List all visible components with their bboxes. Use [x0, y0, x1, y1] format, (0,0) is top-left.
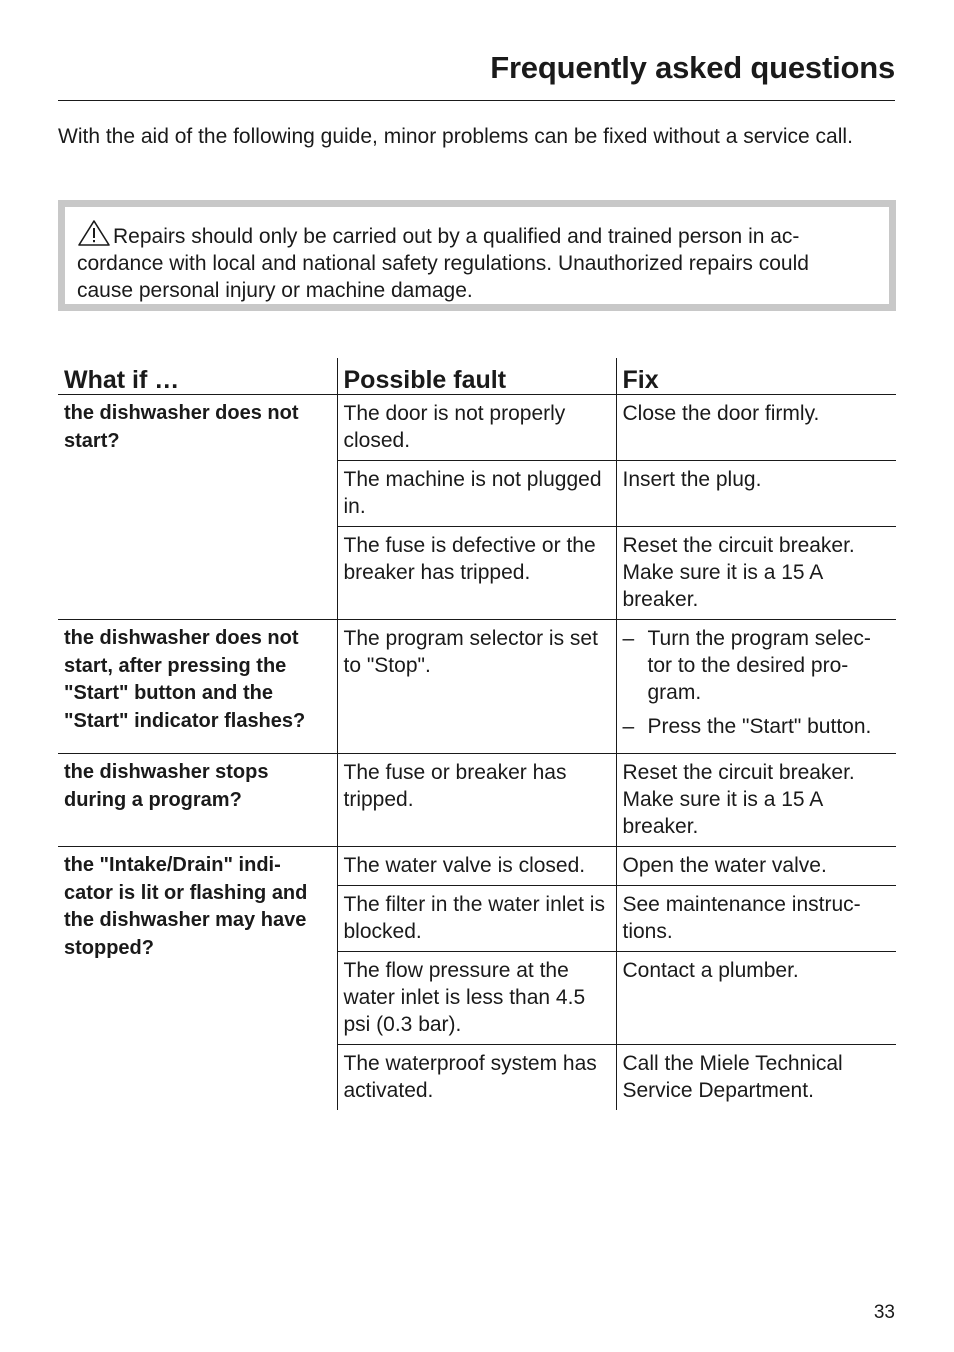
header-fix: Fix	[616, 358, 896, 395]
table-row	[58, 395, 896, 461]
header-possible-fault: Possible fault	[337, 358, 616, 395]
list-item: – Turn the program selec- tor to the desired pro- gram.	[623, 625, 891, 706]
table-header-row	[58, 358, 896, 395]
fault-cell: The water valve is closed.	[337, 847, 616, 886]
fix-cell: Open the water valve.	[616, 847, 896, 886]
page-title: Frequently asked questions	[490, 50, 895, 85]
fix-steps-list	[623, 625, 891, 740]
fault-cell: The waterproof system has activated.	[337, 1045, 616, 1111]
page-number: 33	[873, 1302, 895, 1323]
fix-cell: See maintenance instruc- tions.	[616, 886, 896, 952]
fix-cell: Insert the plug.	[616, 461, 896, 527]
faq-table	[58, 358, 896, 1110]
fix-cell: Reset the circuit breaker. Make sure it is a 15 A breaker.	[616, 527, 896, 620]
header-what-if: What if …	[58, 358, 337, 395]
question-cell: the "Intake/Drain" indi- cator is lit or flashing and the dishwasher may have stopped?	[58, 847, 337, 1111]
fix-cell: Call the Miele Technical Service Department.	[616, 1045, 896, 1111]
fix-cell	[616, 620, 896, 754]
fault-cell: The fuse or breaker has tripped.	[337, 754, 616, 847]
fault-cell: The fuse is defective or the breaker has tripped.	[337, 527, 616, 620]
table-row	[58, 620, 896, 754]
question-cell: the dishwasher does not start, after pressing the "Start" button and the "Start" indicator flashes?	[58, 620, 337, 754]
question-cell: the dishwasher stops during a program?	[58, 754, 337, 847]
warning-line-1: Repairs should only be carried out by a qualified and trained person in ac-	[113, 225, 800, 248]
fault-cell: The flow pressure at the water inlet is less than 4.5 psi (0.3 bar).	[337, 952, 616, 1045]
table-row	[58, 847, 896, 886]
list-item: – Press the "Start" button.	[623, 713, 891, 740]
warning-box	[58, 200, 896, 311]
fix-cell: Close the door firmly.	[616, 395, 896, 461]
fix-cell: Reset the circuit breaker. Make sure it is a 15 A breaker.	[616, 754, 896, 847]
warning-triangle-icon	[77, 219, 111, 247]
title-rule	[58, 100, 895, 101]
warning-line-2: cordance with local and national safety regulations. Unauthorized repairs could	[77, 252, 809, 275]
fault-cell: The filter in the water inlet is blocked.	[337, 886, 616, 952]
fix-cell: Contact a plumber.	[616, 952, 896, 1045]
warning-text	[65, 207, 889, 304]
fault-cell: The program selector is set to "Stop".	[337, 620, 616, 754]
question-cell: the dishwasher does not start?	[64, 402, 299, 452]
table-row	[58, 754, 896, 847]
warning-line-3: cause personal injury or machine damage.	[77, 279, 473, 302]
intro-text: With the aid of the following guide, minor problems can be fixed without a service call.	[58, 125, 853, 148]
fault-cell: The machine is not plugged in.	[337, 461, 616, 527]
fault-cell: The door is not properly closed.	[337, 395, 616, 461]
